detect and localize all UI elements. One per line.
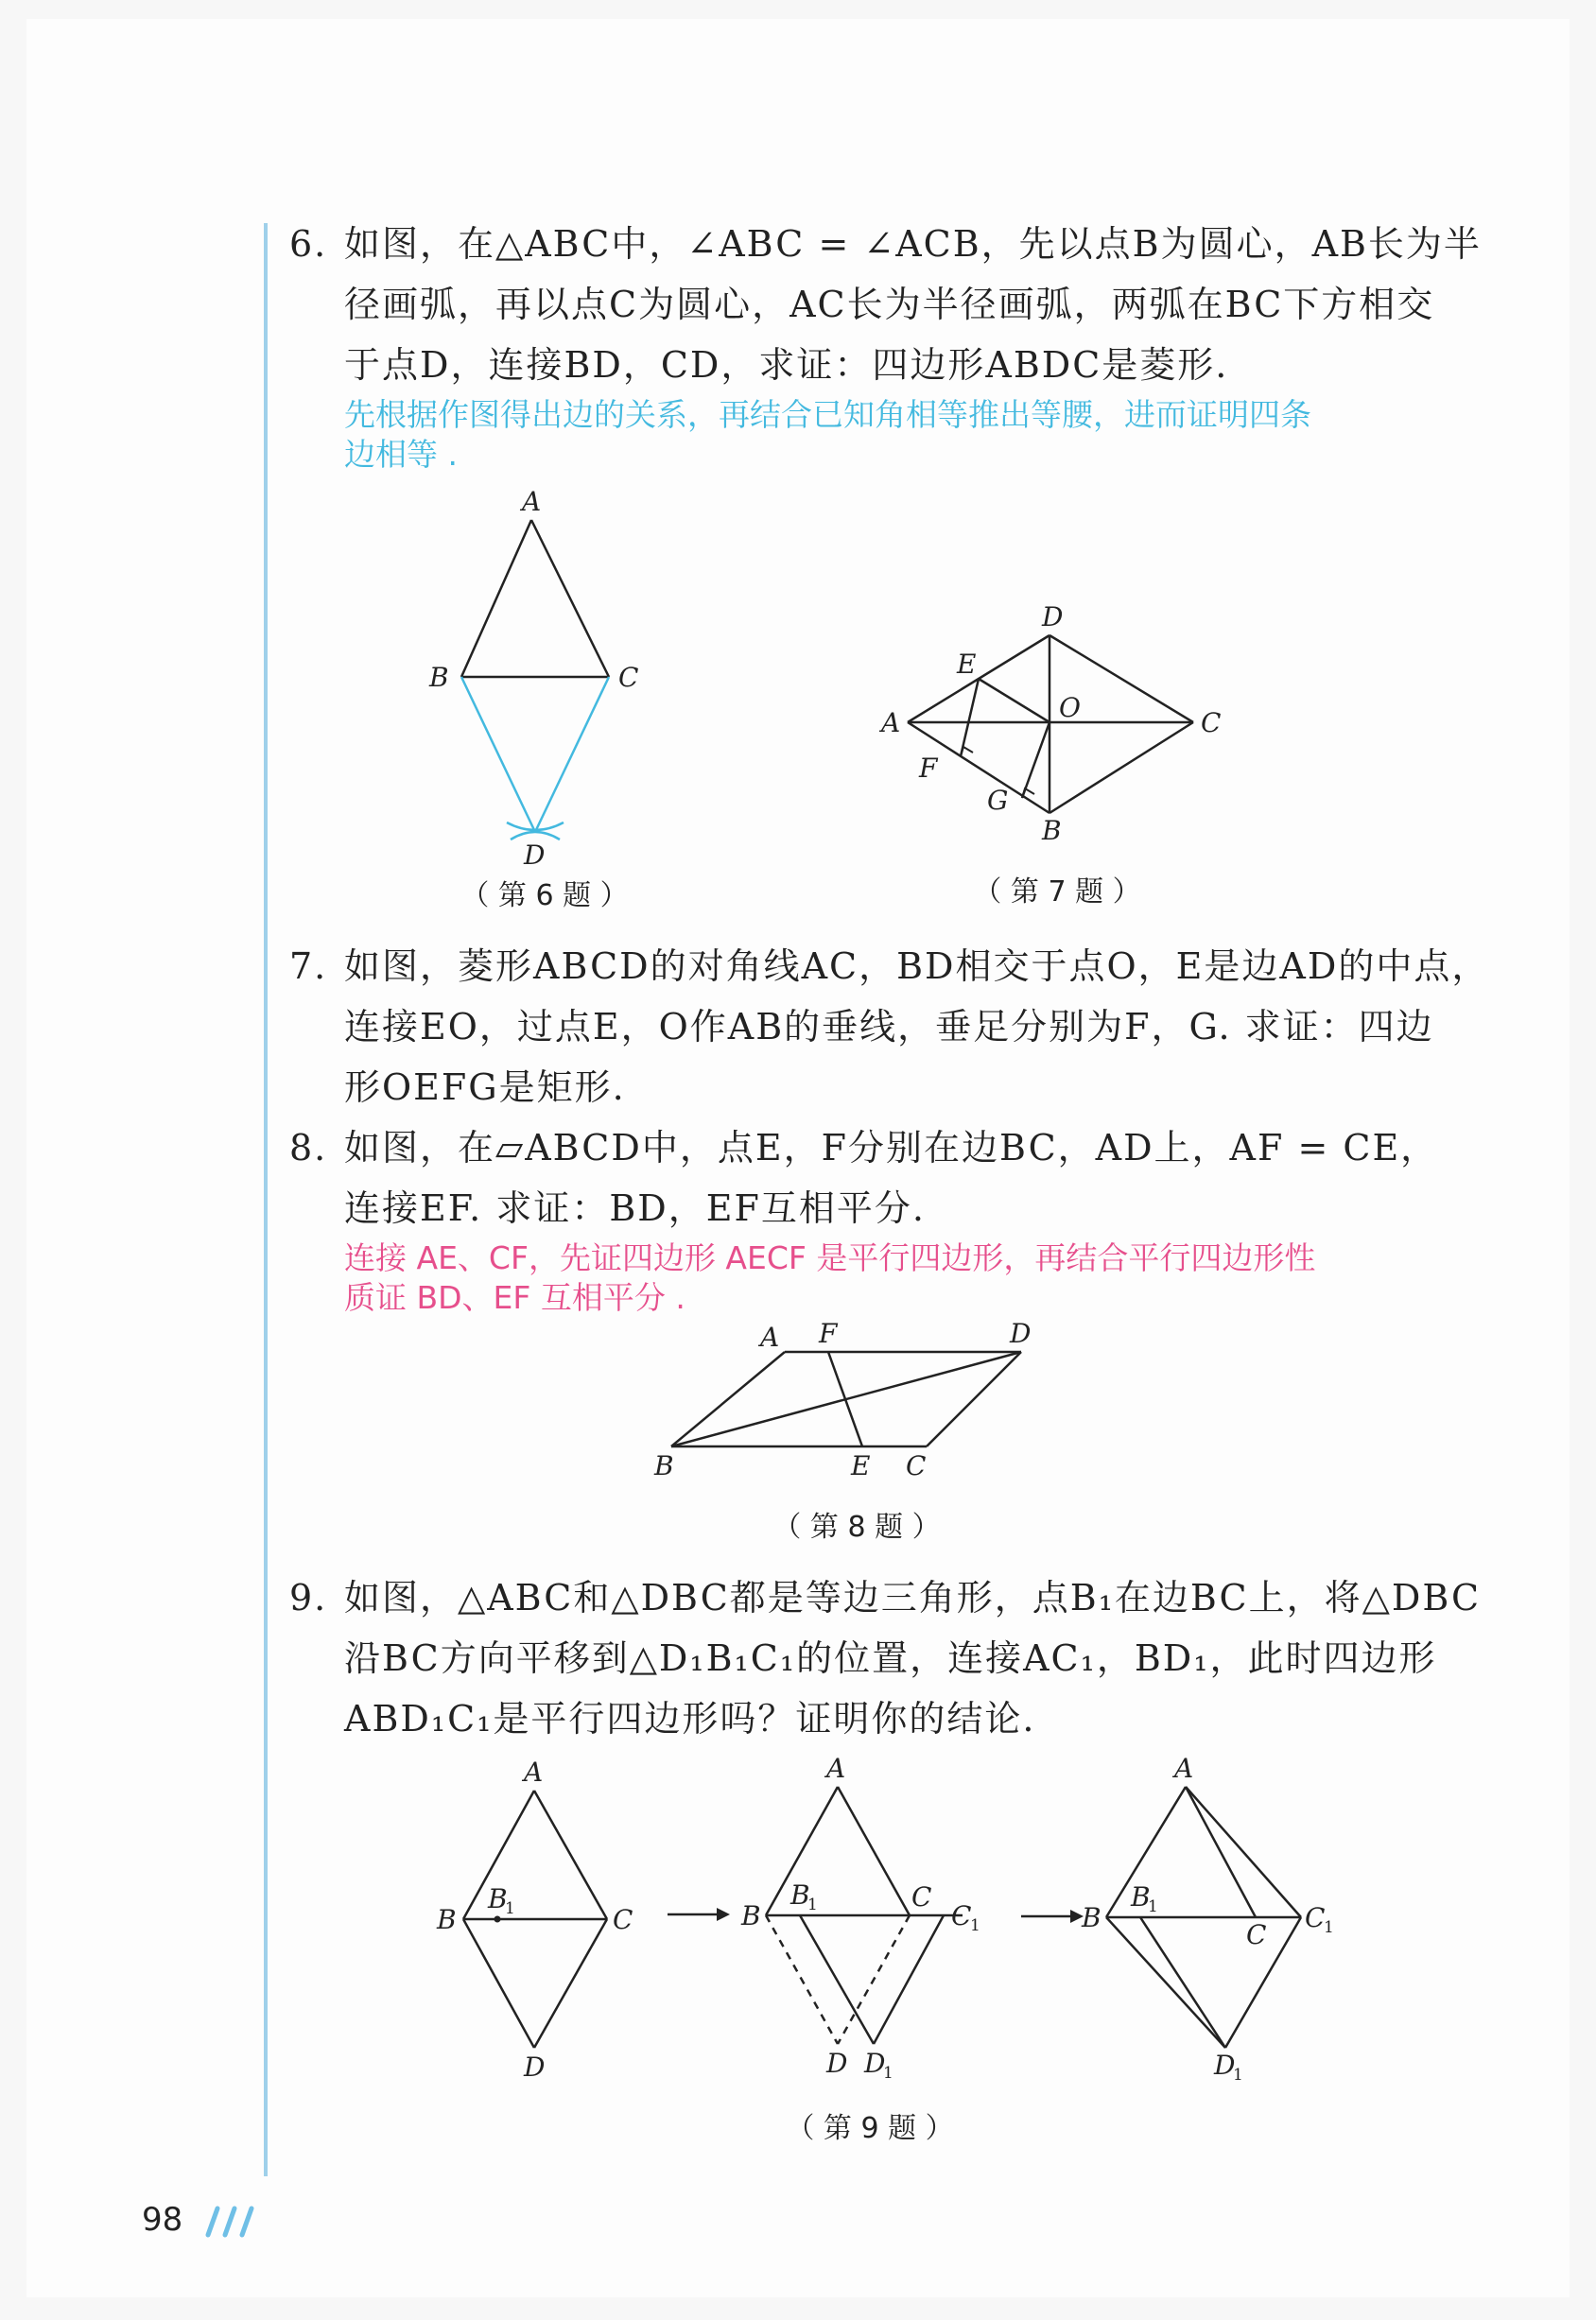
fig9-p1-label-b: B bbox=[437, 1904, 457, 1935]
figure-6 bbox=[416, 482, 662, 879]
q6-line-1: 6. 如图，在△ABC中，∠ABC = ∠ACB，先以点B为圆心，AB长为半 bbox=[289, 214, 1396, 274]
fig8-label-b: B bbox=[654, 1450, 674, 1481]
fig9-p3-label-c1: C bbox=[1305, 1902, 1326, 1933]
q7-line-1: 7. 如图，菱形ABCD的对角线AC，BD相交于点O，E是边AD的中点， bbox=[289, 936, 1396, 996]
fig9-p1-label-a: A bbox=[524, 1757, 544, 1788]
fig9-p1-label-b1: B bbox=[488, 1883, 508, 1914]
figure-9-caption: （ 第 9 题 ） bbox=[786, 2112, 954, 2145]
fig9-p2-label-c: C bbox=[911, 1881, 932, 1913]
fig8-label-d: D bbox=[1010, 1318, 1032, 1349]
figure-6-caption: （ 第 6 题 ） bbox=[460, 879, 629, 912]
figure-7-caption: （ 第 7 题 ） bbox=[973, 875, 1141, 909]
fig7-segment-og bbox=[1022, 722, 1050, 798]
q6-number: 6. bbox=[289, 223, 328, 265]
q8-line-2: 连接EF. 求证：BD，EF互相平分. bbox=[344, 1187, 926, 1229]
fig9-p1-label-d: D bbox=[524, 2052, 546, 2083]
fig7-label-e: E bbox=[957, 649, 977, 680]
fig7-label-g: G bbox=[987, 785, 1009, 816]
fig9-p1-label-c: C bbox=[613, 1904, 633, 1935]
svg-text:1: 1 bbox=[505, 1899, 515, 1918]
q8-number: 8. bbox=[289, 1127, 328, 1169]
q8-hint-line-1: 连接 AE、CF，先证四边形 AECF 是平行四边形，再结合平行四边形性 bbox=[344, 1239, 1316, 1276]
q9-number: 9. bbox=[289, 1577, 328, 1619]
fig9-panel-2 bbox=[740, 1753, 980, 2083]
q8-hint-line-2: 质证 BD、EF 互相平分 . bbox=[344, 1279, 685, 1316]
svg-text:1: 1 bbox=[1148, 1897, 1158, 1916]
fig7-label-c: C bbox=[1201, 707, 1222, 738]
fig6-label-d: D bbox=[524, 840, 546, 871]
fig9-arrow-2 bbox=[1021, 1910, 1084, 1923]
fig8-label-f: F bbox=[819, 1318, 838, 1349]
q6-line-3: 于点D，连接BD，CD，求证：四边形ABDC是菱形. bbox=[344, 344, 1229, 386]
question-9 bbox=[289, 1567, 1482, 1749]
svg-text:1: 1 bbox=[883, 2064, 893, 2083]
q7-line-2: 连接EO，过点E，O作AB的垂线，垂足分别为F，G. 求证：四边 bbox=[344, 1006, 1434, 1047]
svg-text:1: 1 bbox=[807, 1896, 818, 1914]
question-6 bbox=[289, 214, 1482, 475]
fig6-label-b: B bbox=[429, 662, 449, 693]
figure-7 bbox=[870, 599, 1229, 845]
q6-line-2: 径画弧，再以点C为圆心，AC长为半径画弧，两弧在BC下方相交 bbox=[344, 284, 1435, 325]
fig6-arc-2 bbox=[511, 832, 560, 840]
fig6-label-c: C bbox=[618, 662, 639, 693]
fig9-p2-label-b: B bbox=[741, 1900, 761, 1931]
fig7-segment-ef bbox=[961, 679, 979, 756]
fig8-label-a: A bbox=[760, 1322, 780, 1353]
fig9-p2-label-d1: D bbox=[864, 2048, 886, 2079]
fig9-p3-label-d1: D bbox=[1214, 2050, 1236, 2081]
fig9-p3-label-c: C bbox=[1246, 1919, 1267, 1950]
fig6-edge-cd bbox=[535, 677, 609, 832]
q7-number: 7. bbox=[289, 945, 328, 987]
fig7-right-angle-f bbox=[961, 747, 973, 756]
fig7-label-a: A bbox=[881, 707, 901, 738]
figure-8-caption: （ 第 8 题 ） bbox=[772, 1511, 941, 1544]
fig7-label-b: B bbox=[1042, 815, 1062, 845]
q7-line-3: 形OEFG是矩形. bbox=[344, 1066, 626, 1108]
fig7-label-f: F bbox=[919, 753, 938, 784]
fig7-label-o: O bbox=[1059, 692, 1081, 723]
svg-text:1: 1 bbox=[1233, 2066, 1243, 2085]
fig9-p2-label-a: A bbox=[826, 1753, 846, 1784]
slash-decoration-icon bbox=[195, 2203, 261, 2244]
fig8-segment-ef bbox=[828, 1352, 862, 1446]
fig9-p3-label-b1: B bbox=[1131, 1881, 1151, 1913]
fig9-arrow-1 bbox=[668, 1908, 730, 1921]
q6-hint-line-1: 先根据作图得出边的关系，再结合已知角相等推出等腰，进而证明四条 bbox=[344, 396, 1311, 433]
svg-text:1: 1 bbox=[970, 1916, 980, 1935]
fig6-arc-1 bbox=[507, 822, 564, 830]
fig9-panel-3 bbox=[1081, 1753, 1334, 2085]
fig6-label-a: A bbox=[522, 486, 542, 517]
fig9-p3-label-b: B bbox=[1082, 1902, 1102, 1933]
q6-hint-line-2: 边相等 . bbox=[344, 436, 458, 473]
fig6-edge-ac bbox=[531, 520, 609, 677]
fig9-p2-label-c1: C bbox=[951, 1900, 972, 1931]
fig8-edge-dc bbox=[927, 1352, 1021, 1446]
svg-text:1: 1 bbox=[1324, 1918, 1334, 1937]
q9-line-2: 沿BC方向平移到△D₁B₁C₁的位置，连接AC₁，BD₁，此时四边形 bbox=[344, 1637, 1437, 1679]
fig6-edge-bd bbox=[461, 677, 535, 832]
q9-line-3: ABD₁C₁是平行四边形吗？证明你的结论. bbox=[344, 1698, 1036, 1740]
fig9-p3-label-a: A bbox=[1174, 1753, 1194, 1784]
fig7-segment-eo bbox=[979, 679, 1050, 722]
q8-line-1: 8. 如图，在▱ABCD中，点E，F分别在边BC，AD上，AF = CE， bbox=[289, 1117, 1396, 1178]
page-number: 98 bbox=[142, 2201, 183, 2239]
fig9-p2-label-d: D bbox=[826, 2048, 848, 2079]
question-8 bbox=[289, 1117, 1439, 1318]
fig7-label-d: D bbox=[1042, 601, 1064, 632]
fig9-panel-1 bbox=[436, 1757, 633, 2083]
question-7 bbox=[289, 936, 1490, 1117]
fig6-edge-ab bbox=[461, 520, 531, 677]
figure-8 bbox=[643, 1314, 1059, 1484]
fig9-p2-label-b1: B bbox=[790, 1879, 810, 1911]
margin-line bbox=[264, 223, 268, 2176]
fig8-label-c: C bbox=[906, 1450, 927, 1481]
fig7-edge-cb bbox=[1050, 722, 1193, 813]
figure-9 bbox=[425, 1749, 1352, 2089]
fig8-label-e: E bbox=[851, 1450, 871, 1481]
q9-line-1: 9. 如图，△ABC和△DBC都是等边三角形，点B₁在边BC上，将△DBC bbox=[289, 1567, 1396, 1628]
